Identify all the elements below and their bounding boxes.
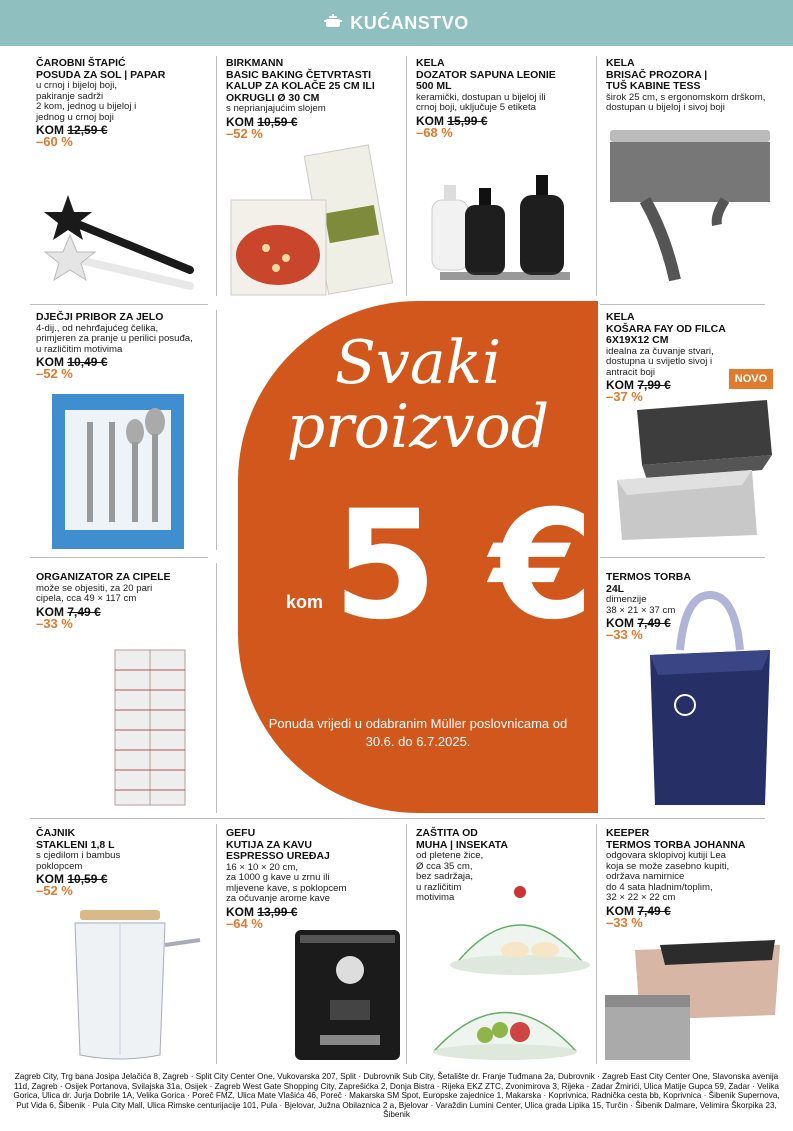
product-desc: 16 × 10 × 20 cm, za 1000 g kave u zrnu ili mljevene kave, s poklopcem za očuvanje arome kave bbox=[226, 861, 347, 904]
discount-label: –33 % bbox=[606, 627, 643, 642]
old-price: 10,49 € bbox=[67, 355, 108, 369]
discount-label: –52 % bbox=[226, 125, 263, 141]
product-title: ZAŠTITA OD MUHA | INSEKATA bbox=[416, 827, 508, 851]
discount-label: –37 % bbox=[606, 389, 643, 404]
product-desc: s cjedilom i bambus poklopcem bbox=[36, 850, 121, 872]
product-card[interactable] bbox=[36, 312, 211, 379]
product-title: ORGANIZATOR ZA CIPELE bbox=[36, 571, 171, 583]
old-price: 13,99 € bbox=[257, 904, 298, 919]
product-title: KEEPER TERMOS TORBA JOHANNA bbox=[606, 827, 746, 851]
product-title: ČAJNIK STAKLENI 1,8 L bbox=[36, 827, 115, 851]
product-title: ČAROBNI ŠTAPIĆ POSUDA ZA SOL | PAPAR bbox=[36, 57, 166, 81]
promo-headline bbox=[238, 328, 598, 462]
product-card[interactable] bbox=[226, 58, 401, 139]
product-desc: idealna za čuvanje stvari, dostupna u svijetlo sivoj i antracit boji bbox=[606, 345, 714, 378]
coffee-tin-image bbox=[290, 925, 410, 1065]
product-desc: s neprianjajućim slojem bbox=[226, 103, 326, 114]
soap-dispenser-image bbox=[420, 160, 590, 290]
price-unit: KOM bbox=[36, 123, 64, 137]
product-desc: od pletene žice, Ø cca 35 cm, bez sadržaja, u različitim motivima bbox=[416, 850, 484, 903]
old-price: 7,99 € bbox=[637, 378, 671, 392]
product-title: TERMOS TORBA 24L bbox=[606, 571, 691, 595]
price-unit: KOM bbox=[416, 113, 444, 128]
shoe-organizer-image bbox=[110, 645, 190, 810]
price-unit: KOM bbox=[606, 378, 634, 392]
discount-label: –33 % bbox=[606, 914, 643, 930]
product-title: GEFU KUTIJA ZA KAVU ESPRESSO UREĐAJ bbox=[226, 827, 330, 862]
discount-label: –33 % bbox=[36, 615, 73, 631]
product-title: KELA KOŠARA FAY OD FILCA 6X19X12 CM bbox=[606, 311, 726, 346]
old-price: 7,49 € bbox=[637, 616, 671, 630]
product-title: BIRKMANN BASIC BAKING ČETVRTASTI KALUP ZA KOLAČE 25 CM ILI OKRUGLI Ø 30 CM bbox=[226, 57, 375, 104]
product-card[interactable] bbox=[226, 828, 401, 929]
category-header bbox=[0, 0, 793, 46]
old-price: 10,59 € bbox=[67, 872, 108, 886]
product-title: KELA BRISAČ PROZORA | TUŠ KABINE TESS bbox=[606, 57, 708, 92]
price-unit: KOM bbox=[226, 904, 254, 919]
old-price: 12,59 € bbox=[67, 123, 108, 137]
store-list-footer: Zagreb City, Trg bana Josipa Jelačića 8, Zagreb · Split City Center One, Vukovarska 207, Split · Dubrovnik Sub City, Šetalište dr. Franje Tuđmana 2a, Dubrovnik · Zagreb East City Center One, Slavonska avenija 11d, Zagreb · Osijek Portanova, Svilajska 31a, Osijek · Zagreb West Gate Shopping City, Zaprešićka 2, Donja Bistra · Rijeka EKZ ZTC, Zvonimirova 3, Rijeka · Zadar Žmirići, Ulica Matije Gupca 59, Zadar · Velika Gorica, Ulica dr. Jurja Dobrile 1A, Velika Gorica · Poreč FMZ, Ulica Mate Vlašića 46, Poreč · Makarska SM Spot, Europske zajednice 1, Makarska · Koprivnica, Radnička cesta bb, Koprivnica · Šibenik Supernova, Put Vida 6, Šibenik · Pula City Mall, Ulica Rimske centurijacije 101, Pula · Bjelovar, Južna Obilaznica 2 a, Bjelovar · Varaždin Lumini Center, Ulica grada Lipika 15, Turčin · Šibenik Dalmare, Velimira Škorpika 23, Šibenik bbox=[13, 1072, 780, 1120]
product-title: KELA DOZATOR SAPUNA LEONIE 500 ML bbox=[416, 57, 556, 92]
discount-label: –60 % bbox=[36, 134, 73, 149]
product-desc: u crnoj i bijeloj boji, pakiranje sadrži 2 kom, jednog u bijeloj i jednog u crnoj boji bbox=[36, 80, 137, 123]
old-price: 15,99 € bbox=[447, 113, 488, 128]
product-desc: odgovara sklopivoj kutiji Lea koja se može zasebno kupiti, održava namirnice do 4 sata hladnim/toplim, 32 × 22 × 22 cm bbox=[606, 850, 730, 903]
price-unit: KOM bbox=[36, 872, 64, 886]
old-price: 10,59 € bbox=[257, 114, 298, 129]
product-card[interactable] bbox=[36, 828, 211, 896]
product-desc: može se objesiti, za 20 pari cipela, cca 49 × 117 cm bbox=[36, 582, 153, 604]
kids-cutlery-image bbox=[50, 392, 190, 552]
promo-note: Ponuda vrijedi u odabranim Müller poslovnicama od 30.6. do 6.7.2025. bbox=[268, 716, 568, 749]
felt-basket-image bbox=[612, 395, 782, 545]
glass-teapot-image bbox=[60, 905, 210, 1065]
promo-unit: kom bbox=[286, 592, 324, 612]
promo-line1: Svaki bbox=[334, 328, 502, 398]
product-desc: 4-dij., od nehrđajućeg čelika, primjeren za pranje u perilici posuđa, u različitim motivima bbox=[36, 322, 193, 355]
product-card[interactable] bbox=[416, 58, 591, 138]
kitchen-pot-icon bbox=[324, 13, 342, 34]
discount-label: –52 % bbox=[36, 366, 73, 381]
salt-pepper-wand-image bbox=[40, 190, 210, 300]
discount-label: –64 % bbox=[226, 915, 263, 931]
product-title: DJEČJI PRIBOR ZA JELO bbox=[36, 311, 164, 323]
food-cover-image bbox=[425, 880, 595, 1065]
price-unit: KOM bbox=[36, 604, 64, 619]
product-card[interactable] bbox=[606, 58, 786, 114]
product-desc: širok 25 cm, s ergonomskom drškom, dostupan u bijeloj i sivoj boji bbox=[606, 91, 766, 113]
discount-label: –52 % bbox=[36, 883, 73, 898]
price-unit: KOM bbox=[226, 114, 254, 129]
product-desc: keramički, dostupan u bijeloj ili crnoj boji, uključuje 5 etiketa bbox=[416, 91, 546, 113]
window-squeegee-image bbox=[605, 125, 775, 290]
promo-banner bbox=[238, 301, 598, 813]
price-unit: KOM bbox=[606, 616, 634, 630]
product-card[interactable] bbox=[36, 58, 211, 147]
old-price: 7,49 € bbox=[637, 903, 671, 918]
product-card[interactable] bbox=[36, 572, 211, 629]
product-card[interactable] bbox=[606, 828, 786, 928]
discount-label: –68 % bbox=[416, 124, 453, 140]
promo-price: 5 € bbox=[333, 479, 594, 653]
category-title: KUĆANSTVO bbox=[350, 12, 469, 33]
baking-mold-image bbox=[226, 140, 396, 300]
price-unit: KOM bbox=[36, 355, 64, 369]
cooler-bag-johanna-image bbox=[600, 940, 785, 1065]
promo-line2: proizvod bbox=[286, 392, 550, 462]
new-badge: NOVO bbox=[729, 369, 773, 389]
product-desc: dimenzije 38 × 21 × 37 cm bbox=[606, 594, 676, 616]
price-unit: KOM bbox=[606, 903, 634, 918]
old-price: 7,49 € bbox=[67, 604, 101, 619]
cooler-bag-image bbox=[640, 590, 780, 815]
